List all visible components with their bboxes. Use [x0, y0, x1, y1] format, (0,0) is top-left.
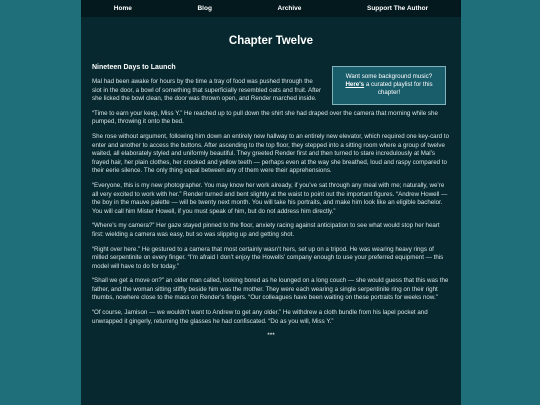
paragraph-6: “Right over here.” He gestured to a camera that most certainly wasn’t hers, set up on a tripod. He was wearing heavy rings of milled serpentinite on every finger. “I’m afraid I don’t enjoy the Howells’ company enough to use your preferred equipment — this model will have to do for today.”	[92, 245, 444, 270]
paragraph-8: “Of course, Jamison — we wouldn’t want to Andrew to get any older.” He withdrew a cloth bundle from his lapel pocket and unwrapped it gingerly, returning the glasses he had confiscated. “Do as you will, Miss Y.”	[92, 309, 428, 325]
section-separator: ***	[267, 332, 275, 340]
music-callout-box	[332, 66, 446, 105]
callout-text-after: a curated playlist for this chapter!	[364, 81, 433, 97]
paragraph-7: “Shall we get a move on?” an older man called, looking bored as he lounged on a long couch — she would guess that this was the father, and the woman sitting stiffly beside him was the mother. They were each wearing a single serpentinite ring on their right thumbs, nowhere close to the mass on Render’s fingers. “Our colleagues have been waiting on these portraits for weeks now.”	[92, 277, 449, 302]
nav-blog-link[interactable]: Blog	[197, 5, 212, 12]
chapter-subtitle: Nineteen Days to Launch	[92, 64, 176, 71]
chapter-content	[92, 17, 450, 340]
playlist-link[interactable]: Here's	[345, 81, 365, 89]
nav-home-link[interactable]: Home	[113, 5, 132, 12]
paragraph-2: “Time to earn your keep, Miss Y.” He reached up to pull down the shirt she had draped over the camera that morning while she pumped, throwing it onto the bed.	[92, 109, 438, 126]
callout-text-before: Want some background music?	[345, 73, 433, 80]
chapter-title: Chapter Twelve	[228, 35, 314, 47]
paragraph-1: Mal had been awake for hours by the time a tray of food was pushed through the slot in the door, a bowl of something that superficially resembled oats and fruit. After she licked the bowl clean, the door was thrown open, and Render marched inside.	[92, 78, 322, 103]
nav-support-link[interactable]: Support The Author	[367, 5, 429, 12]
nav-archive-link[interactable]: Archive	[277, 5, 302, 12]
top-navbar	[81, 0, 461, 17]
paragraph-5: “Where’s my camera?” Her gaze stayed pinned to the floor, anxiety racing against anticipation to see what would stop her heart first: wielding a camera was easy, but so was slipping up and getting shot.	[92, 222, 440, 238]
paragraph-4: “Everyone, this is my new photographer. You may know her work already, if you’ve sat through any meal with me; naturally, we’re all very excited to work with her.” Render turned and bent slightly at the waist to point out the important figures. “Andrew Howell — the boy in the mauve palette — will be twenty next month. You will take his portraits, and make him look like an eligible bachelor. You will call him Mister Howell, if you must speak of him, but do not address him directly.”	[92, 181, 448, 215]
paragraph-3: She rose without argument, following him down an entirely new hallway to an entirely new elevator, which required one key-card to enter and another to access the buttons. After ascending to the top floor, they stepped into a sitting room where a group of twelve waited, all elaborately styled and uniformly beautiful. They greeted Render first and then turned to stare incredulously at Mal’s frayed hair, her plain clothes, her crooked and yellow teeth — perhaps even at the way she breathed, loud and raspy compared to their eerie silence. The only thing equal between any of them were their apprehensions.	[92, 132, 450, 175]
